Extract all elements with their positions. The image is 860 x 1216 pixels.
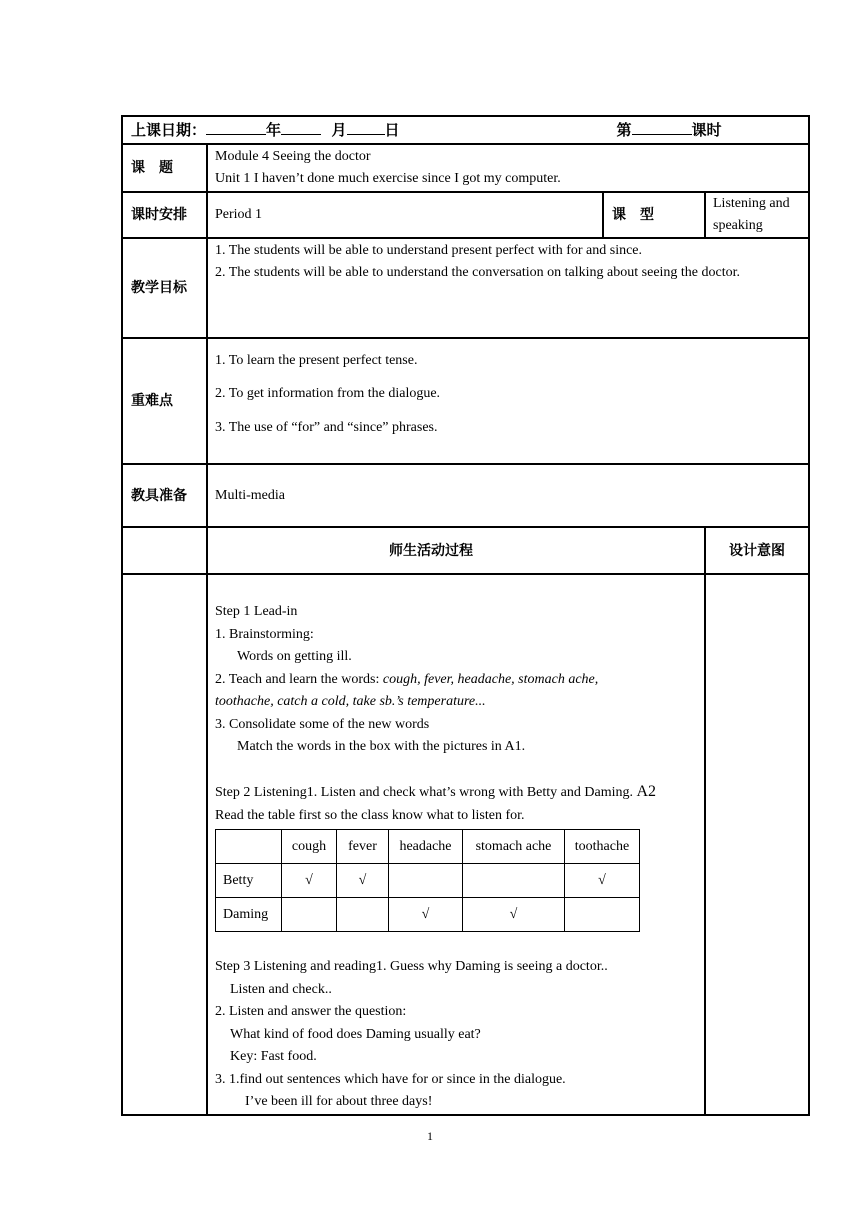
- objectives-label: 教学目标: [122, 238, 207, 338]
- period-blank: [632, 120, 692, 135]
- symptom-cell: [463, 864, 565, 898]
- vocab-words: cough, fever, headache, stomach ache,: [382, 671, 599, 687]
- symptom-cell: [389, 864, 463, 898]
- vocab-prefix: 2. Teach and learn the words:: [215, 671, 383, 687]
- month-blank: [281, 120, 321, 135]
- step1-subitem: Match the words in the box with the pictures in A1.: [237, 739, 526, 754]
- symptom-row-label: Daming: [216, 898, 282, 932]
- step1-title: Step 1 Lead-in: [215, 604, 298, 619]
- materials-value: Multi-media: [207, 464, 809, 527]
- year-label: 年: [266, 121, 282, 139]
- symptom-header-row: [216, 830, 640, 864]
- step2-title-text: Step 2 Listening1. Listen and check what’s wrong with Betty and Daming.: [215, 785, 633, 800]
- process-header-row: [122, 527, 809, 574]
- step3-subitem: Listen and check..: [230, 981, 332, 997]
- symptom-cell: √: [337, 864, 389, 898]
- module-title: Module 4 Seeing the doctor: [215, 149, 371, 164]
- process-left-empty: [122, 574, 207, 1115]
- lesson-type-value: Listening and speaking: [705, 192, 809, 238]
- day-label: 日: [384, 121, 400, 139]
- symptom-header-cell: [216, 830, 282, 864]
- process-header-empty: [122, 527, 207, 574]
- page-number: 1: [427, 1129, 433, 1143]
- vocab-words: toothache, catch a cold, take sb.’s temperature...: [215, 694, 486, 709]
- step1-item: [215, 669, 698, 692]
- process-row: [122, 574, 809, 1115]
- date-row: [122, 116, 809, 144]
- step2-tag: A2: [636, 783, 657, 800]
- period-suffix: 课时: [691, 121, 722, 139]
- step1-item: 3. Consolidate some of the new words: [215, 716, 430, 732]
- activities-header: 师生活动过程: [207, 527, 705, 574]
- symptom-header-cell: fever: [337, 830, 389, 864]
- key-points-value: [207, 338, 809, 464]
- topic-label: 课 题: [122, 144, 207, 192]
- symptom-header-cell: toothache: [565, 830, 640, 864]
- step1-item: 1. Brainstorming:: [215, 626, 314, 642]
- key-point-item: 2. To get information from the dialogue.: [215, 386, 441, 402]
- period-prefix: 第: [616, 121, 632, 139]
- symptom-table: [215, 829, 640, 932]
- step3-answer-key: Key: Fast food.: [230, 1049, 317, 1064]
- step3-item: 2. Listen and answer the question:: [215, 1004, 407, 1019]
- topic-value: [207, 144, 809, 192]
- lesson-type-label: 课 型: [603, 192, 705, 238]
- symptom-cell: √: [389, 898, 463, 932]
- date-header: [122, 116, 809, 144]
- step3-item: 3. 1.find out sentences which have for or since in the dialogue.: [215, 1071, 566, 1087]
- symptom-cell: √: [282, 864, 337, 898]
- symptom-cell: √: [463, 898, 565, 932]
- step3-example: I’ve been ill for about three days!: [245, 1094, 433, 1109]
- materials-label: 教具准备: [122, 464, 207, 527]
- symptom-header-cell: headache: [389, 830, 463, 864]
- step3-title: Step 3 Listening and reading1. Guess why Daming is seeing a doctor..: [215, 959, 608, 974]
- symptom-header-cell: cough: [282, 830, 337, 864]
- lesson-plan-table: [121, 115, 810, 1116]
- objectives-row: [122, 238, 809, 338]
- key-points-row: [122, 338, 809, 464]
- key-point-item: 3. The use of “for” and “since” phrases.: [215, 419, 438, 435]
- symptom-row: [216, 864, 640, 898]
- step3-question: What kind of food does Daming usually eat?: [230, 1026, 481, 1042]
- objective-item: 2. The students will be able to understand the conversation on talking about seeing the doctor.: [215, 265, 741, 280]
- topic-row: [122, 144, 809, 192]
- unit-title: Unit 1 I haven’t done much exercise since I got my computer.: [215, 171, 561, 186]
- schedule-row: [122, 192, 809, 238]
- intent-header: 设计意图: [705, 527, 809, 574]
- intent-column: [705, 574, 809, 1115]
- date-label: 上课日期：: [131, 121, 207, 139]
- symptom-row: [216, 898, 640, 932]
- schedule-label: 课时安排: [122, 192, 207, 238]
- symptom-row-label: Betty: [216, 864, 282, 898]
- key-point-item: 1. To learn the present perfect tense.: [215, 352, 418, 368]
- period-value: Period 1: [207, 192, 603, 238]
- materials-row: [122, 464, 809, 527]
- objectives-value: [207, 238, 809, 338]
- objective-item: 1. The students will be able to understand present perfect with for and since.: [215, 243, 643, 258]
- month-label: 月: [331, 121, 347, 139]
- process-activities: [207, 574, 705, 1115]
- symptom-header-cell: stomach ache: [463, 830, 565, 864]
- key-points-label: 重难点: [122, 338, 207, 464]
- day-blank: [347, 120, 385, 135]
- step2-instruction: Read the table first so the class know what to listen for.: [215, 807, 525, 823]
- symptom-cell: [337, 898, 389, 932]
- symptom-cell: √: [565, 864, 640, 898]
- year-blank: [206, 120, 266, 135]
- symptom-cell: [282, 898, 337, 932]
- step2-title: [215, 781, 698, 805]
- symptom-cell: [565, 898, 640, 932]
- step1-subitem: Words on getting ill.: [237, 649, 352, 664]
- step1-item-cont: [215, 691, 698, 714]
